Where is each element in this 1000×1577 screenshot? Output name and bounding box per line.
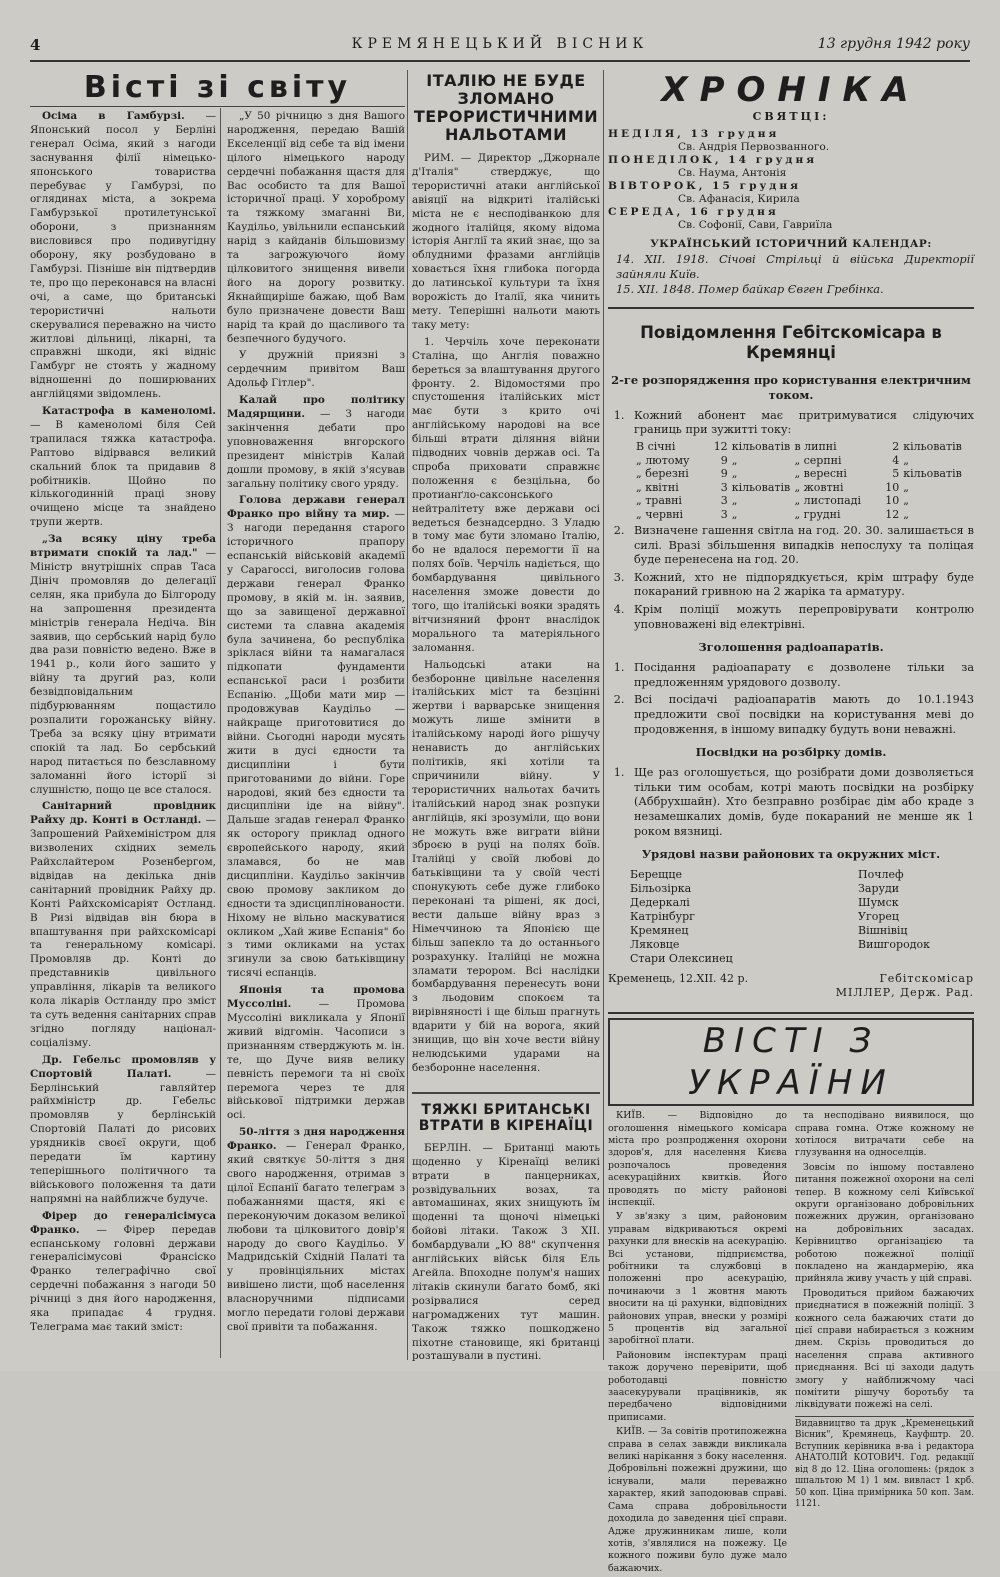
ukraine-column-right: [795, 1110, 974, 1577]
electricity-rules: [608, 409, 974, 632]
column-italy: [412, 70, 600, 1363]
ukraine-article-fire-2: та несподівано виявилося, що справа гомна. Отже кожному не хотілося витрачати себе на глузування на односелців.: [795, 1110, 974, 1159]
town-list-left: Берещце Більозірка Дедеркалі Катрінбург Кремянец Ляковце Стари Олексинец: [630, 868, 733, 966]
rule-item: 3. Кожний, хто не підпорядкується, крім штрафу буде покараний гривною на 2 жаріка та арматуру.: [628, 571, 974, 600]
town-list-right: Почлеф Заруди Шумск Угорец Вішнівіц Вишгородок: [858, 868, 930, 952]
italy-lead: РИМ. — Директор „Джорнале д'Італія" стверджує, що терористичні атаки англійської авіяції на відкриті італійські міста не є несподіванкою для жодного італійця, якому відома історія Англії та який знає, що за облудними фразами англійців ховається їхня глибока погорда до латинської культури та їхня ворожість до Італії, яка чинить мету. Теперішні нальоти мають таку мету:: [412, 152, 600, 331]
rule-item: 2. Всі посідачі радіоапаратів мають до 10.1.1943 предложити свої посвідки на користування меві до продовження, в іншому випадку будуть вони неважні.: [628, 693, 974, 737]
ukraine-article-fire: КИЇВ. — За совітів протипожежна справа в селах завжди викликала великі нарікання з боку населення. Добровільні пожежні дружини, що існували, мали переважно характер, який заподоював справі. Сама справа добровільности доходила до заведення цієї справи. Адже дружинникам лише, коли хотів, з'являлися на пожежу. Це кожного поживи було дуже мало бажаючих.: [608, 1426, 787, 1574]
table-row: „ квітні 3 кільоватів „ жовтні 10 „: [636, 480, 909, 494]
demolition-section-title: Посвідки на розбірку домів.: [695, 745, 887, 760]
article-japan-mussolini: Японія та промова Муссоліні. — Промова Муссоліні викликала у Японії живий відгомін. Часописи з признанням стверджують м. ін. те, що Дуче вияв велику певність перемоги та ні своїх перемога через те для військової підтримки держав осі.: [227, 984, 405, 1122]
place-date: Кременець, 12.XII. 42 р.: [608, 972, 749, 986]
monthly-limits-table: [634, 440, 964, 521]
table-row: „ червні 3 „ „ грудні 12 „: [636, 507, 909, 521]
saints-day-item: НЕДІЛЯ, 13 грудня Св. Андрія Первозванного.: [608, 127, 830, 153]
rule-item: 2. Визначене гашення світла на год. 20. 30. залишається в силі. Вразі збільшення випадків непослуху та поліцая буде перенесена на год. 20.: [628, 524, 974, 568]
historical-calendar-title: УКРАЇНСЬКИЙ ІСТОРИЧНИЙ КАЛЕНДАР:: [650, 237, 932, 250]
ukraine-article-insurance-3: Районовим інспектурам праці також доручено перевірити, щоб роботодавці повністю заасекурували працівників, як передбачено відповідними приписами.: [608, 1349, 787, 1423]
table-row: „ лютому 9 „ „ серпні 4 „: [636, 453, 909, 467]
ukraine-article-insurance-2: У зв'язку з цим, районовим управам відкриваються окремі рахунки для внесків на асекурацію. Всі установи, підприємства, робітники та службовці в положенні про асекурацію, починаючи з 1 жовтня мають вносити на ці рахунки, відповідних районових управ, внески у розмірі 5 процентів від загальної заробітної плати.: [608, 1211, 787, 1347]
issue-date: 13 грудня 1942 року: [817, 36, 970, 52]
saints-day-item: ВІВТОРОК, 15 грудня Св. Афанасія, Кирила: [608, 179, 801, 205]
ukraine-article-fire-4: Проводиться прийом бажаючих приєднатися в пожежній поліції. З кожного села бажаючих стати до цієї справи набирається з кожним днем. Скрізь проводиться до населення справа активного приєднання. Всі ці заходи дадуть змогу у найближчому часі помітити рішучу боротьбу та ліквідувати пожежі на селі.: [795, 1287, 974, 1411]
paper-name: КРЕМЯНЕЦЬКИЙ ВІСНИК: [351, 36, 649, 52]
saints-days-label: СВЯТЦІ:: [752, 110, 830, 123]
article-conti: Санітарний провідник Райху др. Конті в Остланді. — Запрошений Райхеміністром для визволених східних земель Райхслайтером Розенбергом, відвідав на декілька днів санітарний провідник Райху др. Конті Райхскомісаріят Остланд. В Ризі відвідав він бюра в впаштування при райхскомісарі та генеральному комісарі. Промовляв др. Конті до представників цивільного управління, лікарів та великого кола лікарів Остланду про зміст та суть ведення санітарних справ згідно погляду націонал-соціалізму.: [30, 800, 216, 1049]
imprint: Видавництво та друк „Кременецький Вісник", Кремянець, Кауфштр. 20. Вступник керівника в-ва і редактора АНАТОЛІЙ КОТОВИЧ. Год. редакції від 8 до 12. Ціна оголошень: (рядок з шпальтою М 1) 1 мм. вивласт 1 крб. 50 коп. Ціна примірника 50 коп. Зам. 1121.: [795, 1416, 974, 1511]
ukraine-article-fire-3: Зовсім по іншому поставлено питання пожежної охорони на селі тепер. В кожному селі Київської округи організовано добровільних пожежних дружин, організовано на добровільних засадах. Керівництво організацією та роботою пожежної поліції покладено на жандармерію, яка прийняла живу участь у цій справі.: [795, 1161, 974, 1285]
article-oshima: Осіма в Гамбурзі. — Японський посол у Берліні генерал Осіма, який з нагоди заснування філії німецько-японського товариства перебуває у Гамбурзі, по оглядинах міста, а зокрема Гамбурзької протилетунської оборони, з признанням висловився про подивугідну оборону, яку розбудовано в Гамбурзі. Пізніше він підтвердив те, про що переконався на власні очі, а саме, що британські терористичні нальоти скерувалися переважно на чисто житлові дільниці, лікарні, та справжні шкоди, які відніс Гамбург не стоять у жадному відношенні до поширюваних англійцями звідомлень.: [30, 110, 216, 401]
saints-day-item: ПОНЕДІЛОК, 14 грудня Св. Наума, Антонія: [608, 153, 818, 179]
chronicle-box: [608, 70, 974, 309]
cyrenaica-headline: ТЯЖКІ БРИТАНСЬКІ ВТРАТИ В КІРЕНАЇЦІ: [412, 1092, 600, 1134]
announcement-footer: [608, 972, 974, 1000]
article-serbia: „За всяку ціну треба втримати спокій та лад." — Міністр внутрішніх справ Таса Дініч промовляв до делегації селян, яка прибула до Білгороду на запрошення президента міністрів генерала Недіча. Він заявив, що сербський нарід було два рази повністю ведено. Вже в 1941 р., коли його зашито у війну та другий раз, коли безвідповідальним підбурюванням пощастило розпалити горожанську війну. Треба за всяку ціну втримати спокій та лад. Бо сербський народ питається по безславному заломанні його історії зі слушністю, пощо це все сталося.: [30, 533, 216, 796]
table-row: „ травні 3 „ „ листопаді 10 „: [636, 494, 909, 507]
page-number: 4: [30, 36, 41, 54]
signature: Гебітскомісар МІЛЛЕР, Держ. Рад.: [835, 972, 974, 1000]
column-chronicle: [608, 70, 974, 1574]
italy-conclusion: Нальодські атаки на безборонне цивільне населення італійських міст та безцінні жертви і варварське знищення можуть лише змінити в італійському народі його рішучу ненависть до англійських політиків, які хотіли та спричинили війну. У терористичних нальотах бачить італійський народ знак розпуки англійців, які зрозуміли, що вони не можуть вже виграти війни зброєю в руці на полях боїв. Італійці у своїй любові до батьківщини та у своїй честі спонукують себе дуже глибоко переконані та рішені, як досі, вести дальше війну враз з Німеччиною та Японією ще більш запекло та до останнього розрахунку. Італійці не можна зламати терором. Всі наслідки бомбардування перенесуть вони з льодовим спокоєм та вирівняності і ще більш прагнуть вдарити у бій на ворога, який знищив, що він хоче вести війну нелюдськими ударами на безборонне населення.: [412, 658, 600, 1074]
ukraine-news-columns: [608, 1110, 974, 1577]
article-franco-50: 50-ліття з дня народження Франко. — Генерал Франко, який святкує 50-ліття з дня свого народження, отримав з цілої Еспанії багато телеграм з побажаннями щастя, які є переконуючим доказом великої любови та цілковитого довір'я народу до свого Каудільо. У Мадридській Східній Палаті та у провінціяльних містах вивішено листи, щоб населення власноручними підписами могло передати голові держави свої привіти та побажання.: [227, 1126, 406, 1333]
table-row: В січні 12 кільоватів в липні 2 кільоватів: [636, 440, 962, 453]
telegram-text: „У 50 річницю з дня Вашого народження, передаю Вашій Екселенції від себе та від імени цілого німецького народу сердечні побажання щастя для Вас особисто та для Вашої історичної праці. У хороброму та тяжкому змаганні Ви, Каудільо, увільнили еспанський нарід з кайданів більшовизму та загрожуючого йому цілковитого знищення вивели його на дорогу розвитку. Якнайщиріше бажаю, щоб Вам було призначене довести Ваш нарід та край до щасливого та безпечного будучого.: [227, 110, 405, 345]
announcement-title: Повідомлення Гебітскомісара в Кремянці: [640, 322, 942, 362]
historical-calendar-entry: 14. XII. 1918. Січові Стрільці й війська Директорії зайняли Київ.: [616, 251, 974, 281]
rule-item: 1. Посідання радіоапарату є дозволене тільки за предложенням урядового дозволу.: [628, 661, 974, 690]
italy-headline: ІТАЛІЮ НЕ БУДЕ ЗЛОМАНО ТЕРОРИСТИЧНИМИ НАЛЬОТАМИ: [413, 71, 599, 144]
chronicle-title: ХРОНІКА: [661, 70, 921, 110]
column-rule: [220, 108, 221, 1358]
world-news-title: Вісті зі світу: [30, 70, 405, 107]
column-rule: [603, 70, 604, 1360]
ukraine-news-title: ВІСТІ З УКРАЇНИ: [608, 1018, 974, 1106]
radio-section-title: Зголошення радіоапаратів.: [698, 640, 884, 655]
town-names: [630, 868, 930, 966]
column-rule: [407, 70, 408, 1360]
ukraine-article-insurance: КИЇВ. — Відповідно до оголошення німецького комісара міста про розпродження охорони здоров'я, для населення Києва розпочалось проведення асекураційних квитків. Його проводять по місту районові інспекції.: [608, 1110, 787, 1208]
column-world-news-2: [227, 110, 405, 1360]
radio-rules: [608, 661, 974, 737]
rule-item: 4. Крім поліції можуть перепровірувати контролю уповноважені від електрівні.: [628, 603, 974, 632]
article-franco-war: Голова держави генерал Франко про війну та мир. — З нагоди передання старого історичного прапору еспанській військовій академії у Сарагоссі, виголосив голова держави генерал Франко промову, в якій м. ін. заявив, що за завищеної державної системи та славна академія була зачинена, бо республіка зріклася війни та намагалася підкопати фундаменти еспанської раси і розбити Еспанію. „Щоби мати мир — продовжував Каудільо — найкраще приготовитися до війни. Сьогодні народи мусять жити в дусі єдности та дисципліни і бути приготованими до війни. Горе народові, який без єдности та дисципліни іде на війну". Дальше згадав генерал Франко як осторогу приклад одного європейського народу, який зламався, бо не мав дисципліни. Каудільо закінчив свою промову закликом до єдности та здисциплінованости. Ніхому не вільно маскуватися окликом „Хай живе Еспанія" бо з тими окликами на устах згинули за свою батьківщину тисячі еспанців.: [227, 494, 405, 980]
article-fuhrer-franco: Фірер до генералісімуса Франко. — Фірер передав еспанському головні держави генералісімусові Франсіско Франко телеграфічно свої сердечні побажання з нагоди 50 річниці з дня його народження, яка припадає 4 грудня. Телеграма має такий зміст:: [30, 1209, 216, 1333]
rule-item: 1. Кожний абонент має притримуватися слідуючих границь при зужитті току: В січні 12 кільоватів в липні 2 кільоватів „ лютому 9 „ „ серпні 4 „ „ березні 9 „ „ вересні 5 кільоватів „ квітні 3 кільоватів „ жовтні 10 „ „ травні 3 „ „ листопаді 10 „ „ червні 3 „ „ грудні 12 „: [628, 409, 974, 521]
electricity-section-title: 2-ге розпорядження про користування електричним током.: [611, 372, 971, 402]
towns-section-title: Урядові назви районових та окружних міст.: [641, 847, 941, 862]
masthead: [30, 34, 970, 62]
saints-day-item: СЕРЕДА, 16 грудня Св. Софонії, Сави, Гавриїла: [608, 205, 833, 231]
table-row: „ березні 9 „ „ вересні 5 кільоватів: [636, 467, 962, 480]
ukraine-column-left: [608, 1110, 787, 1577]
article-quarry: Катастрофа в каменоломі. — В каменоломі біля Сей трапилася тяжка катастрофа. Раптово відірвався великий скальний блок та придавив 8 робітників. Щойно по кількогодинній праці знову очищено місце та знайдено трупи жертв.: [30, 405, 216, 529]
ukraine-news-box: [608, 1012, 974, 1577]
rule-item: 1. Ще раз оголошується, що розібрати доми дозволяється тільки тим особам, котрі мають посвідки на розбірку (Аббрухшайн). Хто безправно розбірає дім або краде з незамешкалих домів, буде покараний не менше як 1 роком вязниці.: [628, 766, 974, 839]
telegram-signature: У дружній приязні з сердечним привітом Ваш Адольф Гітлер".: [227, 349, 405, 390]
italy-points: 1. Черчіль хоче переконати Сталіна, що Англія поважно береться за влаштування другого фронту. 2. Відомостями про спустошення італійських міст має бути з крито очі англійському народові на все більші втрати діляння війни підводних човнів держав осі. Та спроба приховати справжнє положення є безцільна, бо протианґло-саксонського нейтралітету вже держави осі ведеться безнадсердно. З Уладю в тому має бути зломано Італію, бо не вдалося перемогти її на полях боїв. Черчіль надіється, що бомбардування цивільного населення зможе довести до того, що італійські вояки зрадять вітчизняний фронт внаслідок морального та матеріяльного заломання.: [412, 335, 600, 654]
demolition-rules: [608, 766, 974, 839]
article-kallay: Калай про політику Мадярщини. — З нагоди закінчення дебати про уповноваження внгорского президент міністрів Калай дошли промову, в якій з'ясував загальну політику свого уряду.: [227, 394, 405, 490]
cyrenaica-text: БЕРЛІН. — Британці мають щоденно у Кіренаїці великі втрати в панцерниках, розвідувальних возах, та автомашинах, яких знищують їм щоденні та щоночі німецькі бойові літаки. Також 3 XII. бомбардували „Ю 88" скупчення англійських військ біля Ель Агейла. Впоходне полум'я наших літаків скинули багато бомб, які розірвалися серед нагромаджених тут машин. Також тяжко пошкоджено піхотне становище, які британці розташували в пустині.: [412, 1141, 600, 1363]
column-world-news-1: [30, 70, 216, 1360]
historical-calendar-entry: 15. XII. 1848. Помер байкар Євген Гребінка.: [616, 281, 884, 296]
article-goebbels: Др. Гебельс промовляв у Спортовій Палаті. — Берлінський гавляйтер райхміністр др. Гебельс промовляв у берлінській Спортовій Палаті до рисових урядників своєї округи, щоб передати їм картину теперішнього політичного та військового положення та дати напрямні на найближче будуче.: [30, 1053, 216, 1205]
